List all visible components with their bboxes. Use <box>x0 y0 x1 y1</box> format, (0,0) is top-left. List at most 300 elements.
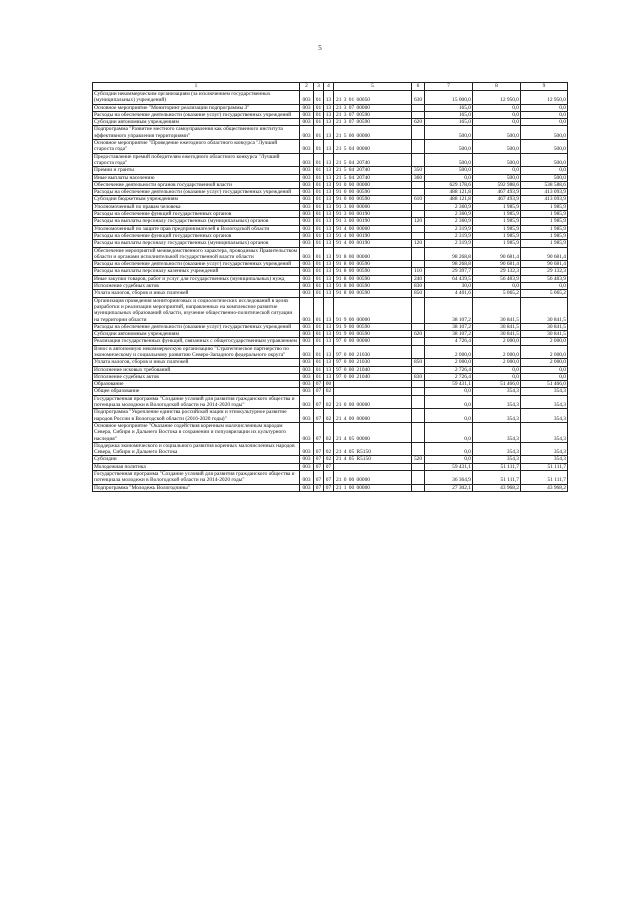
amount-year2-cell: 43 968,2 <box>473 484 521 491</box>
row-name-cell: Подпрограмма "Развитие местного самоуправления как общественного института эффективного управления территориями" <box>93 126 300 140</box>
section-code-cell: 01 <box>314 283 324 290</box>
expense-type-cell: 850 <box>412 290 425 297</box>
subsection-code-cell: 02 <box>324 442 334 456</box>
target-article-cell: 21 5 04 00000 <box>334 140 412 154</box>
amount-year1-cell: 2 319,9 <box>425 232 473 239</box>
subsection-code-cell: 13 <box>324 140 334 154</box>
target-article-cell: 97 0 00 21040 <box>334 373 412 380</box>
amount-year1-cell: 4 401,6 <box>425 290 473 297</box>
amount-year1-cell: 0,0 <box>425 442 473 456</box>
subsection-code-cell: 02 <box>324 409 334 423</box>
table-row <box>93 463 568 470</box>
row-name-cell: Взнос в автономную некоммерческую организацию "Стратегическое партнерство по экономическому и социальному развитию Северо-Западного федерального округа" <box>93 345 300 359</box>
section-code-cell: 01 <box>314 268 324 275</box>
subsection-code-cell: 07 <box>324 463 334 470</box>
subsection-code-cell: 13 <box>324 211 334 218</box>
amount-year3-cell: 1 985,9 <box>521 240 568 247</box>
amount-year3-cell: 0,0 <box>521 119 568 126</box>
expense-type-cell <box>412 140 425 154</box>
section-code-cell: 01 <box>314 247 324 261</box>
target-article-cell: 91 8 00 00000 <box>334 247 412 261</box>
table-row <box>93 297 568 323</box>
budget-table-body <box>93 83 568 492</box>
amount-year3-cell: 2 000,0 <box>521 345 568 359</box>
amount-year3-cell: 1 985,9 <box>521 232 568 239</box>
section-code-cell: 07 <box>314 456 324 463</box>
row-name-cell: Основное мероприятие "Оказание содействия коренным малочисленным народам Севера, Сибири и Дальнего Востока в сохранении и популяризации их культурного наследия" <box>93 422 300 442</box>
header-cell: 8 <box>473 83 521 91</box>
amount-year1-cell: 59 431,1 <box>425 463 473 470</box>
row-name-cell: Уплата налогов, сборов и иных платежей <box>93 359 300 366</box>
subsection-code-cell: 13 <box>324 297 334 323</box>
table-row <box>93 211 568 218</box>
expense-type-cell <box>412 422 425 442</box>
amount-year1-cell: 2 000,0 <box>425 345 473 359</box>
amount-year1-cell: 2 360,9 <box>425 203 473 210</box>
amount-year1-cell: 0,0 <box>425 456 473 463</box>
section-code-cell: 01 <box>314 323 324 330</box>
expense-type-cell <box>412 381 425 388</box>
table-row <box>93 442 568 456</box>
target-article-cell <box>334 381 412 388</box>
row-name-cell: Расходы на выплаты персоналу казенных учреждений <box>93 268 300 275</box>
ministry-code-cell: 003 <box>300 456 314 463</box>
section-code-cell: 01 <box>314 297 324 323</box>
expense-type-cell <box>412 126 425 140</box>
amount-year3-cell: 500,0 <box>521 126 568 140</box>
target-article-cell: 91 8 00 00590 <box>334 283 412 290</box>
amount-year3-cell: 354,3 <box>521 395 568 409</box>
expense-type-cell <box>412 104 425 111</box>
amount-year2-cell: 1 985,9 <box>473 203 521 210</box>
amount-year2-cell: 0,0 <box>473 104 521 111</box>
page-number: 5 <box>318 44 322 52</box>
row-name-cell: Поддержка экономического и социального развития коренных малочисленных народов Севера, Сибири и Дальнего Востока <box>93 442 300 456</box>
table-row <box>93 290 568 297</box>
expense-type-cell: 620 <box>412 331 425 338</box>
subsection-code-cell: 13 <box>324 203 334 210</box>
row-name-cell: Подпрограмма "Молодежь Вологодчины" <box>93 484 300 491</box>
section-code-cell: 07 <box>314 395 324 409</box>
target-article-cell: 21 5 00 00000 <box>334 126 412 140</box>
table-row <box>93 275 568 282</box>
amount-year3-cell: 12 950,0 <box>521 91 568 105</box>
section-code-cell: 01 <box>314 111 324 118</box>
row-name-cell: Иные закупки товаров, работ и услуг для государственных (муниципальных) нужд <box>93 275 300 282</box>
amount-year1-cell: 165,0 <box>425 104 473 111</box>
amount-year2-cell: 1 985,9 <box>473 211 521 218</box>
amount-year2-cell: 500,0 <box>473 153 521 167</box>
amount-year2-cell: 90 681,4 <box>473 261 521 268</box>
expense-type-cell <box>412 261 425 268</box>
section-code-cell: 01 <box>314 174 324 181</box>
target-article-cell: 91 9 00 00000 <box>334 297 412 323</box>
row-name-cell: Расходы на обеспечение деятельности (оказание услуг) государственных учреждений <box>93 261 300 268</box>
table-row <box>93 388 568 395</box>
amount-year1-cell: 0,0 <box>425 395 473 409</box>
expense-type-cell <box>412 366 425 373</box>
section-code-cell: 01 <box>314 126 324 140</box>
amount-year3-cell: 354,3 <box>521 409 568 423</box>
target-article-cell <box>334 388 412 395</box>
expense-type-cell: 850 <box>412 359 425 366</box>
amount-year1-cell: 38 107,2 <box>425 331 473 338</box>
ministry-code-cell: 003 <box>300 189 314 196</box>
subsection-code-cell: 13 <box>324 218 334 225</box>
ministry-code-cell: 003 <box>300 283 314 290</box>
table-row <box>93 338 568 345</box>
amount-year3-cell: 354,3 <box>521 442 568 456</box>
table-row <box>93 409 568 423</box>
subsection-code-cell: 13 <box>324 331 334 338</box>
amount-year2-cell: 0,0 <box>473 111 521 118</box>
header-cell: 5 <box>334 83 412 91</box>
section-code-cell: 07 <box>314 409 324 423</box>
amount-year1-cell: 15 000,0 <box>425 91 473 105</box>
amount-year1-cell: 4 726,4 <box>425 338 473 345</box>
amount-year1-cell: 2 319,9 <box>425 225 473 232</box>
expense-type-cell <box>412 111 425 118</box>
amount-year1-cell: 38 107,2 <box>425 297 473 323</box>
section-code-cell: 07 <box>314 388 324 395</box>
row-name-cell: Расходы на обеспечение деятельности (оказание услуг) государственных учреждений <box>93 189 300 196</box>
amount-year3-cell: 354,3 <box>521 456 568 463</box>
expense-type-cell <box>412 189 425 196</box>
table-row <box>93 232 568 239</box>
subsection-code-cell: 13 <box>324 261 334 268</box>
amount-year2-cell: 56 483,9 <box>473 275 521 282</box>
subsection-code-cell: 13 <box>324 323 334 330</box>
table-row <box>93 189 568 196</box>
row-name-cell: Уплата налогов, сборов и иных платежей <box>93 290 300 297</box>
row-name-cell: Обеспечение мероприятий межведомственного характера, проводимых Правительством области и органами исполнительной государственной власти области <box>93 247 300 261</box>
amount-year1-cell: 500,0 <box>425 167 473 174</box>
table-row <box>93 91 568 105</box>
amount-year2-cell: 467 493,9 <box>473 196 521 203</box>
section-code-cell: 01 <box>314 91 324 105</box>
section-code-cell: 01 <box>314 225 324 232</box>
amount-year1-cell: 27 302,1 <box>425 484 473 491</box>
table-row <box>93 203 568 210</box>
subsection-code-cell: 13 <box>324 247 334 261</box>
subsection-code-cell: 13 <box>324 111 334 118</box>
amount-year2-cell: 29 132,3 <box>473 268 521 275</box>
section-code-cell: 01 <box>314 290 324 297</box>
header-cell: 7 <box>425 83 473 91</box>
table-row <box>93 181 568 188</box>
amount-year2-cell: 0,0 <box>473 366 521 373</box>
ministry-code-cell: 003 <box>300 422 314 442</box>
amount-year1-cell: 29 397,7 <box>425 268 473 275</box>
table-row <box>93 484 568 491</box>
section-code-cell: 01 <box>314 203 324 210</box>
budget-table <box>92 82 568 492</box>
amount-year3-cell: 500,0 <box>521 174 568 181</box>
target-article-cell: 91 3 00 00000 <box>334 203 412 210</box>
ministry-code-cell: 003 <box>300 126 314 140</box>
header-cell: 4 <box>324 83 334 91</box>
subsection-code-cell: 13 <box>324 153 334 167</box>
row-name-cell: Премии и гранты <box>93 167 300 174</box>
ministry-code-cell: 003 <box>300 91 314 105</box>
header-cell: 2 <box>300 83 314 91</box>
target-article-cell: 91 9 00 00590 <box>334 323 412 330</box>
target-article-cell: 21 0 00 00000 <box>334 471 412 485</box>
amount-year2-cell: 12 950,0 <box>473 91 521 105</box>
table-row <box>93 111 568 118</box>
row-name-cell: Субсидии бюджетным учреждениям <box>93 196 300 203</box>
amount-year3-cell: 0,0 <box>521 283 568 290</box>
expense-type-cell <box>412 181 425 188</box>
ministry-code-cell: 003 <box>300 359 314 366</box>
target-article-cell: 91 8 00 00590 <box>334 261 412 268</box>
subsection-code-cell: 13 <box>324 268 334 275</box>
amount-year2-cell: 354,3 <box>473 388 521 395</box>
target-article-cell: 21 3 07 00590 <box>334 111 412 118</box>
amount-year2-cell: 500,0 <box>473 174 521 181</box>
amount-year3-cell: 354,3 <box>521 388 568 395</box>
table-row <box>93 167 568 174</box>
expense-type-cell: 630 <box>412 91 425 105</box>
ministry-code-cell: 003 <box>300 203 314 210</box>
table-row <box>93 268 568 275</box>
section-code-cell: 01 <box>314 240 324 247</box>
table-row <box>93 373 568 380</box>
expense-type-cell <box>412 323 425 330</box>
row-name-cell: Субсидии <box>93 456 300 463</box>
ministry-code-cell: 003 <box>300 373 314 380</box>
amount-year1-cell: 2 360,9 <box>425 211 473 218</box>
ministry-code-cell: 003 <box>300 366 314 373</box>
ministry-code-cell: 003 <box>300 247 314 261</box>
row-name-cell: Уполномоченный по защите прав предпринимателей в Вологодской области <box>93 225 300 232</box>
amount-year1-cell: 2 360,9 <box>425 218 473 225</box>
section-code-cell: 01 <box>314 331 324 338</box>
header-cell: 1 <box>93 83 300 91</box>
amount-year1-cell: 38 107,2 <box>425 323 473 330</box>
subsection-code-cell: 13 <box>324 290 334 297</box>
amount-year1-cell: 629 178,6 <box>425 181 473 188</box>
amount-year1-cell: 0,0 <box>425 174 473 181</box>
amount-year3-cell: 1 985,9 <box>521 211 568 218</box>
section-code-cell: 07 <box>314 484 324 491</box>
table-header-row <box>93 83 568 91</box>
target-article-cell: 91 0 00 00000 <box>334 181 412 188</box>
amount-year3-cell: 500,0 <box>521 140 568 154</box>
row-name-cell: Иные выплаты населению <box>93 174 300 181</box>
ministry-code-cell: 003 <box>300 181 314 188</box>
subsection-code-cell: 13 <box>324 240 334 247</box>
amount-year2-cell: 354,3 <box>473 456 521 463</box>
target-article-cell: 91 4 00 00190 <box>334 232 412 239</box>
table-row <box>93 153 568 167</box>
amount-year3-cell: 56 483,9 <box>521 275 568 282</box>
expense-type-cell <box>412 297 425 323</box>
amount-year2-cell: 354,3 <box>473 409 521 423</box>
subsection-code-cell: 13 <box>324 373 334 380</box>
target-article-cell: 21 4 05 R5150 <box>334 456 412 463</box>
expense-type-cell: 120 <box>412 218 425 225</box>
section-code-cell: 01 <box>314 211 324 218</box>
amount-year3-cell: 90 681,4 <box>521 261 568 268</box>
section-code-cell: 01 <box>314 104 324 111</box>
target-article-cell: 91 4 00 00190 <box>334 240 412 247</box>
amount-year3-cell: 51 111,7 <box>521 471 568 485</box>
amount-year1-cell: 2 726,4 <box>425 373 473 380</box>
amount-year3-cell: 0,0 <box>521 373 568 380</box>
amount-year2-cell: 1 985,9 <box>473 225 521 232</box>
ministry-code-cell: 003 <box>300 153 314 167</box>
target-article-cell: 91 9 00 00590 <box>334 331 412 338</box>
row-name-cell: Расходы на выплаты персоналу государственных (муниципальных) органов <box>93 240 300 247</box>
amount-year1-cell: 165,0 <box>425 111 473 118</box>
target-article-cell: 97 0 00 21040 <box>334 366 412 373</box>
amount-year2-cell: 30 841,5 <box>473 297 521 323</box>
amount-year3-cell: 538 588,6 <box>521 181 568 188</box>
amount-year2-cell: 5 065,2 <box>473 290 521 297</box>
subsection-code-cell: 13 <box>324 189 334 196</box>
table-row <box>93 119 568 126</box>
row-name-cell: Уполномоченный по правам человека <box>93 203 300 210</box>
amount-year2-cell: 1 985,9 <box>473 232 521 239</box>
amount-year3-cell: 413 093,9 <box>521 196 568 203</box>
amount-year3-cell: 29 132,3 <box>521 268 568 275</box>
amount-year2-cell: 0,0 <box>473 119 521 126</box>
ministry-code-cell: 003 <box>300 409 314 423</box>
table-row <box>93 422 568 442</box>
target-article-cell: 91 3 00 00190 <box>334 218 412 225</box>
table-row <box>93 283 568 290</box>
amount-year2-cell: 592 988,6 <box>473 181 521 188</box>
row-name-cell: Общее образование <box>93 388 300 395</box>
target-article-cell: 21 0 00 00000 <box>334 395 412 409</box>
row-name-cell: Предоставление премий победителям ежегодного областного конкурса "Лучший староста года" <box>93 153 300 167</box>
target-article-cell: 21 3 01 60050 <box>334 91 412 105</box>
ministry-code-cell: 003 <box>300 225 314 232</box>
subsection-code-cell: 13 <box>324 167 334 174</box>
amount-year2-cell: 30 841,5 <box>473 331 521 338</box>
amount-year3-cell: 0,0 <box>521 104 568 111</box>
amount-year3-cell: 500,0 <box>521 153 568 167</box>
ministry-code-cell: 003 <box>300 297 314 323</box>
table-row <box>93 345 568 359</box>
amount-year1-cell: 165,0 <box>425 119 473 126</box>
amount-year1-cell: 0,0 <box>425 422 473 442</box>
ministry-code-cell: 003 <box>300 111 314 118</box>
section-code-cell: 01 <box>314 119 324 126</box>
amount-year1-cell: 64 439,5 <box>425 275 473 282</box>
ministry-code-cell: 003 <box>300 395 314 409</box>
subsection-code-cell: 13 <box>324 196 334 203</box>
target-article-cell: 97 0 00 21030 <box>334 359 412 366</box>
section-code-cell: 01 <box>314 189 324 196</box>
ministry-code-cell: 003 <box>300 290 314 297</box>
expense-type-cell: 620 <box>412 119 425 126</box>
expense-type-cell <box>412 442 425 456</box>
subsection-code-cell: 02 <box>324 395 334 409</box>
expense-type-cell <box>412 345 425 359</box>
amount-year2-cell: 90 681,4 <box>473 247 521 261</box>
amount-year3-cell: 43 968,2 <box>521 484 568 491</box>
section-code-cell: 01 <box>314 275 324 282</box>
ministry-code-cell: 003 <box>300 140 314 154</box>
row-name-cell: Субсидии автономным учреждениям <box>93 119 300 126</box>
ministry-code-cell: 003 <box>300 275 314 282</box>
subsection-code-cell: 02 <box>324 388 334 395</box>
ministry-code-cell: 003 <box>300 104 314 111</box>
amount-year2-cell: 1 985,9 <box>473 218 521 225</box>
expense-type-cell: 830 <box>412 373 425 380</box>
table-row <box>93 395 568 409</box>
table-row <box>93 359 568 366</box>
ministry-code-cell: 003 <box>300 345 314 359</box>
table-row <box>93 225 568 232</box>
amount-year3-cell: 90 681,4 <box>521 247 568 261</box>
amount-year2-cell: 30 841,5 <box>473 323 521 330</box>
expense-type-cell <box>412 203 425 210</box>
expense-type-cell: 610 <box>412 196 425 203</box>
amount-year3-cell: 51 466,0 <box>521 381 568 388</box>
section-code-cell: 01 <box>314 153 324 167</box>
expense-type-cell: 120 <box>412 240 425 247</box>
amount-year1-cell: 488 121,8 <box>425 196 473 203</box>
section-code-cell: 07 <box>314 463 324 470</box>
amount-year3-cell: 413 093,9 <box>521 189 568 196</box>
subsection-code-cell: 13 <box>324 91 334 105</box>
subsection-code-cell: 13 <box>324 345 334 359</box>
expense-type-cell <box>412 484 425 491</box>
row-name-cell: Исполнение исковых требований <box>93 366 300 373</box>
row-name-cell: Расходы на обеспечение функций государственных органов <box>93 211 300 218</box>
target-article-cell: 91 0 00 00590 <box>334 189 412 196</box>
section-code-cell: 01 <box>314 373 324 380</box>
amount-year2-cell: 51 466,0 <box>473 381 521 388</box>
expense-type-cell <box>412 388 425 395</box>
amount-year2-cell: 2 000,0 <box>473 345 521 359</box>
expense-type-cell: 110 <box>412 268 425 275</box>
row-name-cell: Расходы на обеспечение деятельности (оказание услуг) государственных учреждений <box>93 323 300 330</box>
row-name-cell: Обеспечение деятельности органов государственной власти <box>93 181 300 188</box>
amount-year1-cell: 30,0 <box>425 283 473 290</box>
amount-year3-cell: 1 985,9 <box>521 203 568 210</box>
expense-type-cell: 830 <box>412 283 425 290</box>
section-code-cell: 01 <box>314 338 324 345</box>
table-row <box>93 126 568 140</box>
expense-type-cell: 520 <box>412 456 425 463</box>
subsection-code-cell: 07 <box>324 471 334 485</box>
target-article-cell: 91 8 00 00590 <box>334 268 412 275</box>
amount-year2-cell: 500,0 <box>473 140 521 154</box>
table-row <box>93 323 568 330</box>
target-article-cell: 97 0 00 21030 <box>334 345 412 359</box>
expense-type-cell <box>412 395 425 409</box>
row-name-cell: Расходы на выплаты персоналу государственных (муниципальных) органов <box>93 218 300 225</box>
amount-year2-cell: 51 111,7 <box>473 463 521 470</box>
expense-type-cell <box>412 225 425 232</box>
amount-year3-cell: 0,0 <box>521 366 568 373</box>
amount-year2-cell: 354,3 <box>473 422 521 442</box>
ministry-code-cell: 003 <box>300 167 314 174</box>
target-article-cell: 91 8 00 00590 <box>334 275 412 282</box>
row-name-cell: Основное мероприятие "Мониторинг реализации подпрограммы 3" <box>93 104 300 111</box>
target-article-cell: 91 8 00 00590 <box>334 290 412 297</box>
target-article-cell: 91 4 00 00000 <box>334 225 412 232</box>
table-row <box>93 471 568 485</box>
amount-year3-cell: 1 985,9 <box>521 218 568 225</box>
ministry-code-cell: 003 <box>300 196 314 203</box>
ministry-code-cell: 003 <box>300 388 314 395</box>
amount-year3-cell: 354,3 <box>521 422 568 442</box>
